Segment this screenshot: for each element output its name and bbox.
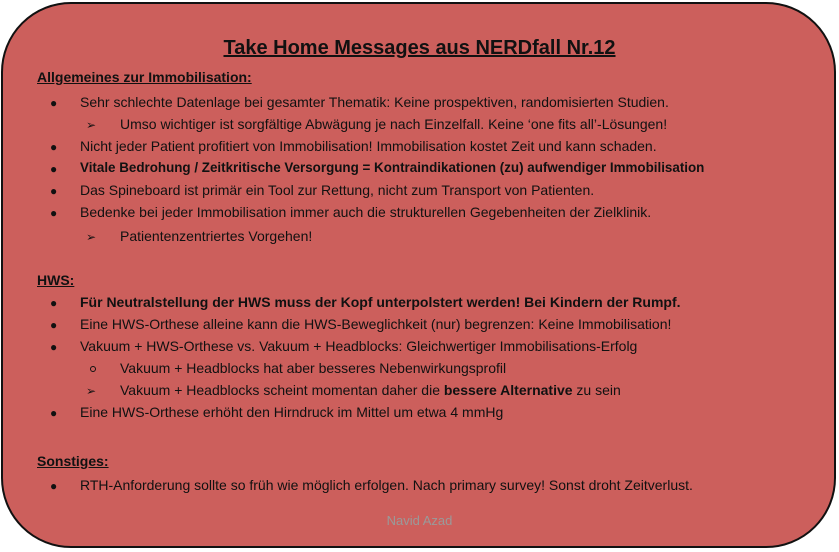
list-item-bold: Für Neutralstellung der HWS muss der Kopf unterpolstert werden! Bei Kindern der Rumpf. bbox=[80, 294, 681, 310]
bullet-icon: ● bbox=[50, 479, 58, 493]
bullet-icon: ● bbox=[50, 318, 58, 332]
sub-list-item-text: zu sein bbox=[572, 382, 621, 398]
author-footer: Navid Azad bbox=[386, 513, 453, 528]
bullet-icon: ● bbox=[50, 162, 58, 176]
list-item: Nicht jeder Patient profitiert von Immobilisation! Immobilisation kostet Zeit und kann schaden. bbox=[80, 138, 657, 154]
arrow-icon: ➢ bbox=[86, 384, 97, 398]
list-item: Eine HWS-Orthese alleine kann die HWS-Beweglichkeit (nur) begrenzen: Keine Immobilisation! bbox=[80, 316, 672, 332]
sub-list-item: Patientenzentriertes Vorgehen! bbox=[120, 228, 313, 244]
bullet-icon: ● bbox=[50, 296, 58, 310]
bullet-icon: ● bbox=[50, 206, 58, 220]
page-title: Take Home Messages aus NERDfall Nr.12 bbox=[223, 37, 616, 59]
bullet-icon: ● bbox=[50, 184, 58, 198]
bullet-icon: ● bbox=[50, 140, 58, 154]
sub-list-item: Vakuum + Headblocks hat aber besseres Nebenwirkungsprofil bbox=[120, 360, 507, 376]
circle-bullet-icon bbox=[90, 366, 96, 372]
list-item: Vakuum + HWS-Orthese vs. Vakuum + Headblocks: Gleichwertiger Immobilisations-Erfolg bbox=[80, 338, 638, 354]
section-heading-other: Sonstiges: bbox=[37, 453, 109, 469]
sub-list-item-text: Vakuum + Headblocks scheint momentan daher die bbox=[120, 382, 444, 398]
emphasis-text: bessere Alternative bbox=[443, 382, 573, 398]
arrow-icon: ➢ bbox=[86, 230, 97, 244]
list-item: Sehr schlechte Datenlage bei gesamter Thematik: Keine prospektiven, randomisierten Studien. bbox=[80, 94, 669, 110]
sub-list-item: Umso wichtiger ist sorgfältige Abwägung je nach Einzelfall. Keine ‘one fits all’-Lösungen! bbox=[120, 116, 668, 132]
section-heading-hws: HWS: bbox=[37, 272, 75, 288]
arrow-icon: ➢ bbox=[86, 118, 97, 132]
sub-list-item bbox=[120, 382, 621, 398]
bullet-icon: ● bbox=[50, 340, 58, 354]
list-item: Eine HWS-Orthese erhöht den Hirndruck im Mittel um etwa 4 mmHg bbox=[80, 404, 504, 420]
section-heading-immobilisation: Allgemeines zur Immobilisation: bbox=[37, 69, 252, 85]
bullet-icon: ● bbox=[50, 406, 58, 420]
list-item: Das Spineboard ist primär ein Tool zur Rettung, nicht zum Transport von Patienten. bbox=[80, 182, 595, 198]
bullet-icon: ● bbox=[50, 96, 58, 110]
list-item-bold: Vitale Bedrohung / Zeitkritische Versorgung = Kontraindikationen (zu) aufwendiger Immobilisation bbox=[80, 160, 705, 175]
list-item: Bedenke bei jeder Immobilisation immer auch die strukturellen Gegebenheiten der Zielklinik. bbox=[80, 204, 652, 220]
list-item: RTH-Anforderung sollte so früh wie möglich erfolgen. Nach primary survey! Sonst droht Zeitverlust. bbox=[80, 477, 693, 493]
